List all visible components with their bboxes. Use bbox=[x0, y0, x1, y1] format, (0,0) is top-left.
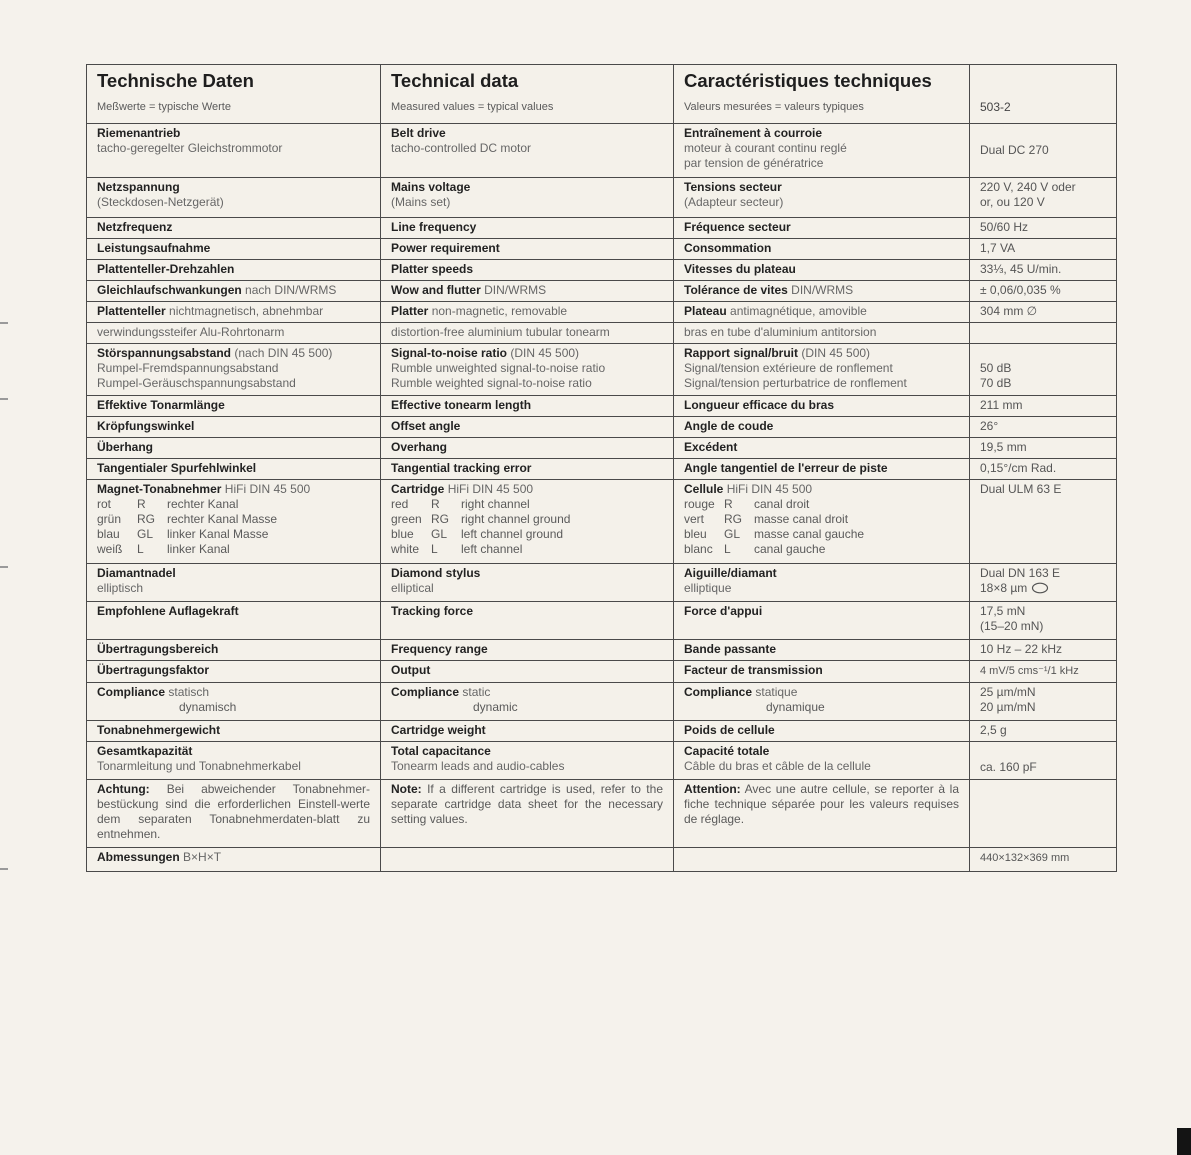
note-text: If a different cartridge is used, refer to the separate cartridge data sheet for the necessary setting values. bbox=[391, 782, 663, 826]
spec-label: Frequency range bbox=[391, 642, 488, 656]
spec-label: Total capacitance bbox=[391, 744, 491, 758]
spec-detail: (DIN 45 500) bbox=[510, 346, 580, 360]
table-row bbox=[87, 124, 1117, 178]
spec-detail: DIN/WRMS bbox=[791, 283, 854, 297]
scan-mark bbox=[0, 868, 8, 870]
page-edge bbox=[1177, 1128, 1191, 1155]
pin-list bbox=[97, 497, 370, 557]
spec-value: 211 mm bbox=[980, 398, 1023, 412]
spec-value: or, ou 120 V bbox=[980, 195, 1045, 209]
spec-value: Dual DN 163 E bbox=[980, 566, 1061, 580]
pin-code: GL bbox=[724, 527, 741, 541]
table-row bbox=[87, 260, 1117, 281]
spec-label: Riemenantrieb bbox=[97, 126, 181, 140]
pin-color: green bbox=[391, 512, 422, 526]
pin-color: grün bbox=[97, 512, 122, 526]
note-label: Attention: bbox=[684, 782, 741, 796]
spec-detail: statisch bbox=[168, 685, 210, 699]
table-row bbox=[87, 239, 1117, 260]
spec-value: 20 µm/mN bbox=[980, 700, 1036, 714]
spec-label: Diamantnadel bbox=[97, 566, 176, 580]
table-row bbox=[87, 396, 1117, 417]
spec-detail: HiFi DIN 45 500 bbox=[224, 482, 311, 496]
spec-value: 1,7 VA bbox=[980, 241, 1016, 255]
spec-detail: par tension de génératrice bbox=[684, 156, 824, 170]
title-de: Technische Daten bbox=[97, 70, 254, 91]
table-row bbox=[87, 564, 1117, 602]
table-row bbox=[87, 178, 1117, 218]
note-en bbox=[391, 782, 663, 827]
pin-channel: right channel bbox=[461, 497, 530, 511]
spec-label: Angle tangentiel de l'erreur de piste bbox=[684, 461, 888, 475]
spec-value: 440×132×369 mm bbox=[980, 852, 1070, 864]
spec-label: Belt drive bbox=[391, 126, 446, 140]
table-row bbox=[87, 323, 1117, 344]
pin-code: GL bbox=[137, 527, 154, 541]
spec-label: Line frequency bbox=[391, 220, 477, 234]
spec-label: Signal-to-noise ratio bbox=[391, 346, 508, 360]
spec-label: Entraînement à courroie bbox=[684, 126, 823, 140]
table-row bbox=[87, 459, 1117, 480]
table-row bbox=[87, 721, 1117, 742]
spec-detail: bras en tube d'aluminium antitorsion bbox=[684, 325, 877, 339]
table-row bbox=[87, 742, 1117, 780]
spec-label: Compliance bbox=[391, 685, 460, 699]
pin-code: RG bbox=[137, 512, 155, 526]
spec-detail: distortion-free aluminium tubular tonearm bbox=[391, 325, 610, 339]
pin-channel: linker Kanal bbox=[167, 542, 230, 556]
pin-list bbox=[391, 497, 663, 557]
spec-label: Überhang bbox=[97, 440, 154, 454]
spec-label: Platter speeds bbox=[391, 262, 474, 276]
spec-value: Dual DC 270 bbox=[980, 143, 1049, 157]
spec-detail: DIN/WRMS bbox=[484, 283, 547, 297]
spec-value: 33⅓, 45 U/min. bbox=[980, 262, 1062, 276]
ellipse-stylus-icon bbox=[1031, 582, 1049, 594]
spec-label: Störspannungsabstand bbox=[97, 346, 232, 360]
pin-channel: rechter Kanal bbox=[167, 497, 239, 511]
spec-value: (15–20 mN) bbox=[980, 619, 1044, 633]
pin-color: vert bbox=[684, 512, 705, 526]
spec-label: Rapport signal/bruit bbox=[684, 346, 798, 360]
spec-detail: (nach DIN 45 500) bbox=[234, 346, 333, 360]
spec-label: Cellule bbox=[684, 482, 724, 496]
spec-detail: (Mains set) bbox=[391, 195, 451, 209]
spec-detail: elliptique bbox=[684, 581, 732, 595]
spec-label: Tensions secteur bbox=[684, 180, 782, 194]
spec-detail: HiFi DIN 45 500 bbox=[447, 482, 534, 496]
pin-code: R bbox=[431, 497, 440, 511]
header-fr bbox=[674, 65, 970, 124]
spec-label: Netzspannung bbox=[97, 180, 180, 194]
pin-color: bleu bbox=[684, 527, 707, 541]
spec-detail: HiFi DIN 45 500 bbox=[726, 482, 813, 496]
spec-detail: dynamique bbox=[766, 700, 825, 714]
table-row bbox=[87, 780, 1117, 848]
table-row bbox=[87, 640, 1117, 661]
spec-label: Leistungsaufnahme bbox=[97, 241, 211, 255]
pin-code: RG bbox=[724, 512, 742, 526]
note-fr bbox=[684, 782, 959, 827]
spec-label: Overhang bbox=[391, 440, 448, 454]
spec-label: Poids de cellule bbox=[684, 723, 775, 737]
spec-label: Output bbox=[391, 663, 431, 677]
spec-label: Empfohlene Auflagekraft bbox=[97, 604, 239, 618]
table-row bbox=[87, 344, 1117, 396]
spec-detail: Signal/tension perturbatrice de ronflement bbox=[684, 376, 907, 390]
table-row bbox=[87, 661, 1117, 683]
scan-mark bbox=[0, 566, 8, 568]
pin-color: red bbox=[391, 497, 409, 511]
pin-channel: left channel bbox=[461, 542, 523, 556]
scan-mark bbox=[0, 322, 8, 324]
spec-value: Dual ULM 63 E bbox=[980, 482, 1062, 496]
spec-detail: tacho-geregelter Gleichstrommotor bbox=[97, 141, 283, 155]
spec-detail: tacho-controlled DC motor bbox=[391, 141, 532, 155]
spec-label: Aiguille/diamant bbox=[684, 566, 777, 580]
spec-value: 2,5 g bbox=[980, 723, 1007, 737]
spec-detail: moteur à courant continu reglé bbox=[684, 141, 847, 155]
pin-color: blue bbox=[391, 527, 414, 541]
table-row bbox=[87, 683, 1117, 721]
spec-label: Effektive Tonarmlänge bbox=[97, 398, 225, 412]
spec-label: Compliance bbox=[684, 685, 753, 699]
title-en: Technical data bbox=[391, 70, 519, 91]
spec-label: Offset angle bbox=[391, 419, 461, 433]
spec-value: 220 V, 240 V oder bbox=[980, 180, 1076, 194]
table-row bbox=[87, 302, 1117, 323]
spec-detail: static bbox=[462, 685, 491, 699]
spec-label: Tangential tracking error bbox=[391, 461, 532, 475]
spec-detail: nach DIN/WRMS bbox=[245, 283, 337, 297]
spec-detail: dynamisch bbox=[179, 700, 237, 714]
spec-label: Gesamtkapazität bbox=[97, 744, 193, 758]
spec-detail: (DIN 45 500) bbox=[801, 346, 871, 360]
pin-channel: masse canal droit bbox=[754, 512, 849, 526]
header-model bbox=[970, 65, 1117, 124]
note-label: Achtung: bbox=[97, 782, 150, 796]
pin-color: white bbox=[391, 542, 420, 556]
scan-mark bbox=[0, 398, 8, 400]
table-row bbox=[87, 218, 1117, 239]
pin-code: RG bbox=[431, 512, 449, 526]
spec-label: Tolérance de vites bbox=[684, 283, 788, 297]
pin-code: R bbox=[137, 497, 146, 511]
spec-label: Mains voltage bbox=[391, 180, 471, 194]
note-label: Note: bbox=[391, 782, 422, 796]
spec-value: 19,5 mm bbox=[980, 440, 1027, 454]
pin-channel: right channel ground bbox=[461, 512, 571, 526]
table-row bbox=[87, 848, 1117, 872]
spec-detail: Rumpel-Geräuschspannungsabstand bbox=[97, 376, 296, 390]
table-row bbox=[87, 480, 1117, 564]
spec-label: Kröpfungswinkel bbox=[97, 419, 195, 433]
spec-label: Netzfrequenz bbox=[97, 220, 173, 234]
spec-value: 10 Hz – 22 kHz bbox=[980, 642, 1063, 656]
pin-color: blau bbox=[97, 527, 120, 541]
spec-label: Excédent bbox=[684, 440, 738, 454]
spec-detail: Signal/tension extérieure de ronflement bbox=[684, 361, 893, 375]
pin-code: GL bbox=[431, 527, 448, 541]
spec-detail: nichtmagnetisch, abnehmbar bbox=[169, 304, 324, 318]
spec-label: Platter bbox=[391, 304, 429, 318]
spec-label: Übertragungsfaktor bbox=[97, 663, 210, 677]
spec-value: 4 mV/5 cms⁻¹/1 kHz bbox=[980, 665, 1079, 677]
header-de bbox=[87, 65, 381, 124]
spec-value: 0,15°/cm Rad. bbox=[980, 461, 1057, 475]
pin-code: R bbox=[724, 497, 733, 511]
spec-label: Tracking force bbox=[391, 604, 474, 618]
pin-code: L bbox=[431, 542, 438, 556]
table-row bbox=[87, 417, 1117, 438]
title-fr: Caractéristiques techniques bbox=[684, 70, 932, 91]
spec-value: 50/60 Hz bbox=[980, 220, 1029, 234]
spec-label: Abmessungen bbox=[97, 850, 180, 864]
spec-label: Facteur de transmission bbox=[684, 663, 823, 677]
spec-label: Compliance bbox=[97, 685, 166, 699]
spec-detail: Rumble unweighted signal-to-noise ratio bbox=[391, 361, 606, 375]
spec-detail: elliptisch bbox=[97, 581, 144, 595]
spec-value: 70 dB bbox=[980, 376, 1012, 390]
spec-label: Force d'appui bbox=[684, 604, 763, 618]
spec-value: 17,5 mN bbox=[980, 604, 1026, 618]
spec-table bbox=[86, 64, 1117, 872]
subtitle-en: Measured values = typical values bbox=[391, 101, 554, 113]
note-text: Avec une autre cellule, se reporter à la fiche technique séparée pour les valeurs requises de réglage. bbox=[684, 782, 960, 826]
header-en bbox=[381, 65, 674, 124]
spec-detail: (Adapteur secteur) bbox=[684, 195, 784, 209]
spec-label: Effective tonearm length bbox=[391, 398, 532, 412]
spec-label: Gleichlaufschwankungen bbox=[97, 283, 242, 297]
spec-label: Longueur efficace du bras bbox=[684, 398, 835, 412]
spec-label: Übertragungsbereich bbox=[97, 642, 219, 656]
spec-label: Diamond stylus bbox=[391, 566, 481, 580]
subtitle-de: Meßwerte = typische Werte bbox=[97, 101, 231, 113]
spec-detail: Rumpel-Fremdspannungsabstand bbox=[97, 361, 279, 375]
table-row bbox=[87, 438, 1117, 459]
spec-label: Wow and flutter bbox=[391, 283, 481, 297]
spec-detail: verwindungssteifer Alu-Rohrtonarm bbox=[97, 325, 285, 339]
pin-channel: rechter Kanal Masse bbox=[167, 512, 278, 526]
spec-label: Fréquence secteur bbox=[684, 220, 791, 234]
spec-detail: non-magnetic, removable bbox=[431, 304, 568, 318]
pin-list bbox=[684, 497, 959, 557]
note-text: Bei abweichender Tonabnehmer-bestückung sind die erforderlichen Einstell-werte dem separaten Tonabnehmerdaten-blatt zu entnehmen. bbox=[97, 782, 370, 841]
spec-label: Plattenteller bbox=[97, 304, 166, 318]
spec-value: 25 µm/mN bbox=[980, 685, 1036, 699]
spec-detail: (Steckdosen-Netzgerät) bbox=[97, 195, 224, 209]
pin-channel: masse canal gauche bbox=[754, 527, 865, 541]
pin-channel: canal droit bbox=[754, 497, 810, 511]
pin-code: L bbox=[724, 542, 731, 556]
spec-value: ca. 160 pF bbox=[980, 760, 1037, 774]
spec-label: Plattenteller-Drehzahlen bbox=[97, 262, 235, 276]
spec-label: Bande passante bbox=[684, 642, 777, 656]
pin-channel: linker Kanal Masse bbox=[167, 527, 269, 541]
spec-label: Vitesses du plateau bbox=[684, 262, 796, 276]
spec-label: Tonabnehmergewicht bbox=[97, 723, 221, 737]
pin-channel: left channel ground bbox=[461, 527, 564, 541]
spec-label: Consommation bbox=[684, 241, 772, 255]
spec-detail: B×H×T bbox=[183, 850, 222, 864]
table-row bbox=[87, 281, 1117, 302]
spec-value: 18×8 µm bbox=[980, 581, 1028, 595]
subtitle-fr: Valeurs mesurées = valeurs typiques bbox=[684, 101, 864, 113]
spec-value: 50 dB bbox=[980, 361, 1012, 375]
spec-detail: Rumble weighted signal-to-noise ratio bbox=[391, 376, 592, 390]
spec-label: Angle de coude bbox=[684, 419, 774, 433]
note-de bbox=[97, 782, 370, 842]
spec-detail: dynamic bbox=[473, 700, 518, 714]
spec-label: Cartridge weight bbox=[391, 723, 486, 737]
pin-color: blanc bbox=[684, 542, 713, 556]
spec-value: 304 mm ∅ bbox=[980, 304, 1038, 318]
header-row bbox=[87, 65, 1117, 124]
pin-color: rouge bbox=[684, 497, 715, 511]
pin-color: weiß bbox=[97, 542, 123, 556]
pin-color: rot bbox=[97, 497, 112, 511]
pin-code: L bbox=[137, 542, 144, 556]
spec-value: ± 0,06/0,035 % bbox=[980, 283, 1061, 297]
spec-value: 26° bbox=[980, 419, 999, 433]
spec-label: Power requirement bbox=[391, 241, 500, 255]
spec-label: Capacité totale bbox=[684, 744, 770, 758]
table-row bbox=[87, 602, 1117, 640]
spec-detail: statique bbox=[755, 685, 798, 699]
spec-label: Cartridge bbox=[391, 482, 445, 496]
spec-label: Plateau bbox=[684, 304, 727, 318]
spec-detail: elliptical bbox=[391, 581, 434, 595]
spec-detail: antimagnétique, amovible bbox=[730, 304, 867, 318]
spec-detail: Câble du bras et câble de la cellule bbox=[684, 759, 871, 773]
pin-channel: canal gauche bbox=[754, 542, 826, 556]
spec-label: Magnet-Tonabnehmer bbox=[97, 482, 222, 496]
model-number: 503-2 bbox=[980, 100, 1011, 114]
spec-detail: Tonearm leads and audio-cables bbox=[391, 759, 565, 773]
spec-label: Tangentialer Spurfehlwinkel bbox=[97, 461, 257, 475]
spec-detail: Tonarmleitung und Tonabnehmerkabel bbox=[97, 759, 301, 773]
